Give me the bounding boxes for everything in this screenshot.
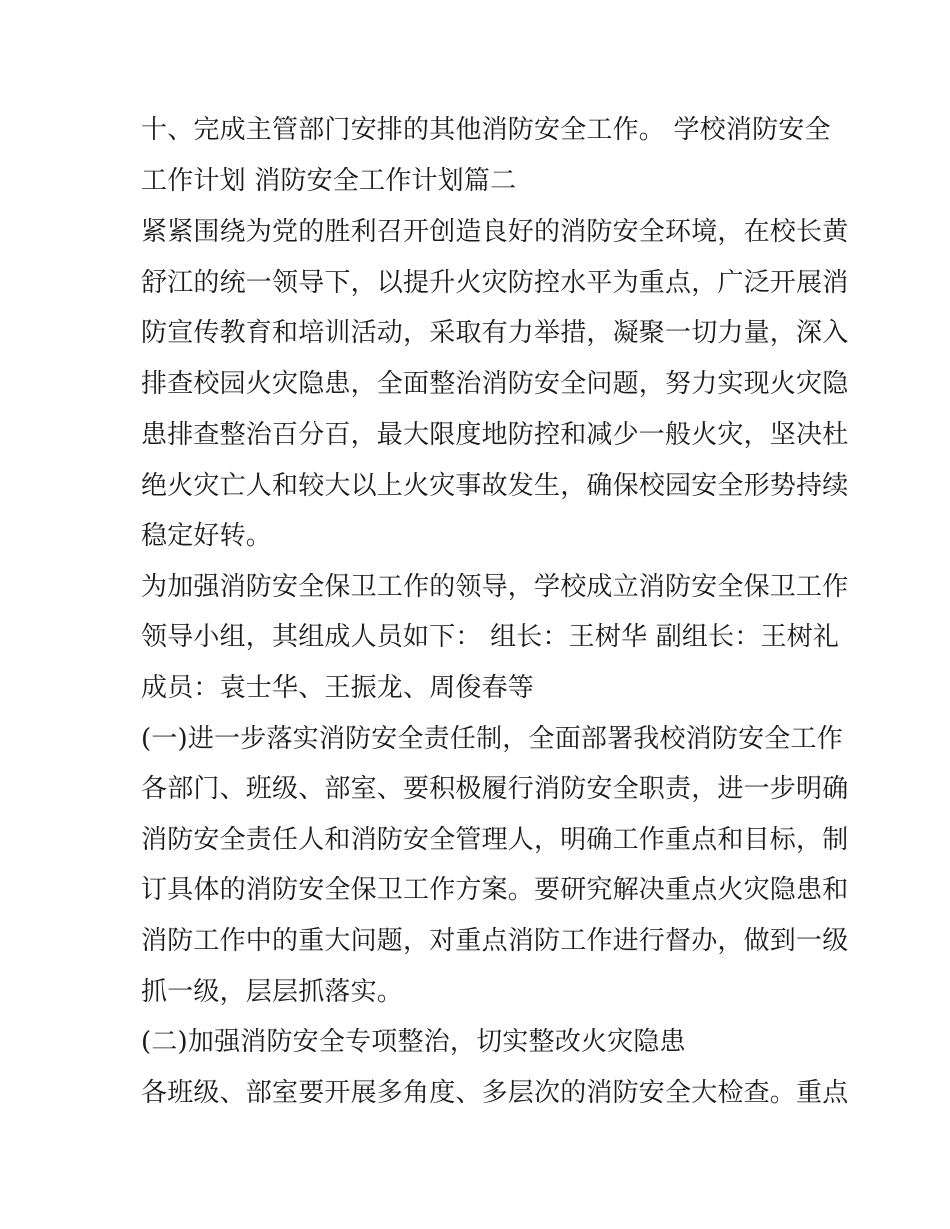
text-line: 订具体的消防安全保卫工作方案。要研究解决重点火灾隐患和 bbox=[141, 875, 849, 905]
text-line: 各班级、部室要开展多角度、多层次的消防安全大检查。重点 bbox=[141, 1078, 849, 1108]
text-line: 成员：袁士华、王振龙、周俊春等 bbox=[141, 673, 535, 703]
text-line: 稳定好转。 bbox=[141, 521, 273, 551]
text-line: 十、完成主管部门安排的其他消防安全工作。 学校消防安全 bbox=[141, 115, 831, 145]
text-line: (一)进一步落实消防安全责任制，全面部署我校消防安全工作 bbox=[141, 724, 843, 754]
text-line: 工作计划 消防安全工作计划篇二 bbox=[141, 166, 517, 196]
text-line: 各部门、班级、部室、要积极履行消防安全职责，进一步明确 bbox=[141, 774, 849, 804]
text-line: 为加强消防安全保卫工作的领导，学校成立消防安全保卫工作 bbox=[141, 572, 849, 602]
text-line: 舒江的统一领导下，以提升火灾防控水平为重点，广泛开展消 bbox=[141, 268, 849, 298]
text-line: 消防安全责任人和消防安全管理人，明确工作重点和目标，制 bbox=[141, 825, 849, 855]
text-line: 领导小组，其组成人员如下： 组长：王树华 副组长：王树礼 bbox=[141, 622, 840, 652]
text-line: 消防工作中的重大问题，对重点消防工作进行督办，做到一级 bbox=[141, 926, 849, 956]
text-line: 绝火灾亡人和较大以上火灾事故发生，确保校园安全形势持续 bbox=[141, 471, 849, 501]
text-line: 患排查整治百分百，最大限度地防控和减少一般火灾，坚决杜 bbox=[141, 420, 849, 450]
text-line: 排查校园火灾隐患，全面整治消防安全问题，努力实现火灾隐 bbox=[141, 369, 849, 399]
text-line: 抓一级，层层抓落实。 bbox=[141, 977, 404, 1007]
text-line: (二)加强消防安全专项整治，切实整改火灾隐患 bbox=[141, 1027, 686, 1057]
text-line: 防宣传教育和培训活动，采取有力举措，凝聚一切力量，深入 bbox=[141, 318, 849, 348]
text-line: 紧紧围绕为党的胜利召开创造良好的消防安全环境，在校长黄 bbox=[141, 217, 849, 247]
